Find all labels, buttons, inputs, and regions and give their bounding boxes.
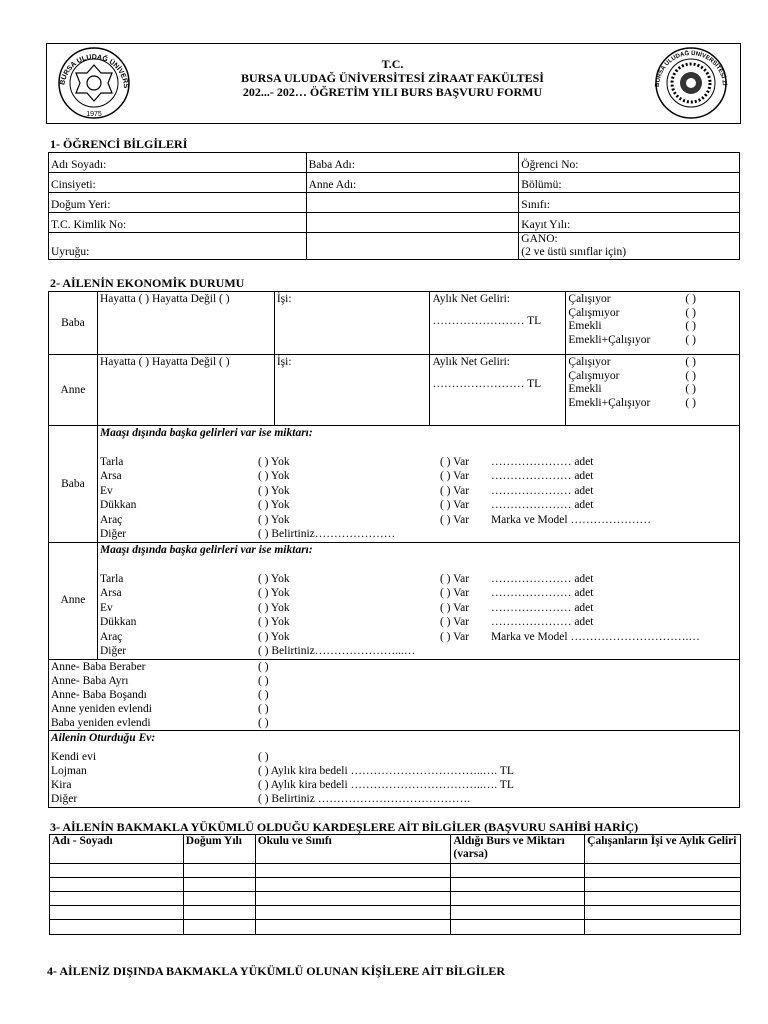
asset-yes-box[interactable]: ( ) Var [439, 499, 470, 511]
father-alive-status[interactable]: Hayatta ( ) Hayatta Değil ( ) [97, 292, 274, 355]
income-label: Aylık Net Geliri: [432, 356, 510, 368]
col-header-job-income: Çalışanların İşi ve Aylık Geliri [585, 835, 741, 864]
option-label: Çalışıyor [568, 356, 611, 368]
option-label: Emekli+Çalışıyor [568, 333, 651, 346]
residence-title: Ailenin Oturduğu Ev: [51, 731, 156, 744]
col-header-scholarship: Aldığı Burs ve Miktarı (varsa) [451, 835, 585, 864]
asset-yes-box[interactable]: ( ) Var [439, 513, 470, 526]
family-status-label: Anne yeniden evlendi [51, 702, 152, 715]
option-label: Çalışmıyor [568, 306, 620, 319]
field-tc-id[interactable]: T.C. Kimlik No: [49, 213, 307, 233]
empty-cell [306, 233, 519, 260]
mother-income[interactable] [430, 355, 566, 426]
section-1-title: 1- ÖĞRENCİ BİLGİLERİ [50, 137, 188, 151]
header-line-2: BURSA ULUDAĞ ÜNİVERSİTESİ ZİRAAT FAKÜLTESİ [241, 71, 544, 85]
field-student-no[interactable]: Öğrenci No: [519, 153, 740, 173]
option-box[interactable]: ( ) [685, 356, 696, 368]
option-label: Çalışıyor [568, 293, 611, 305]
family-status-label: Anne- Baba Boşandı [51, 688, 147, 701]
gpa-note: (2 ve üstü sınıflar için) [521, 246, 627, 258]
section-3-title: 3- AİLENİN BAKMAKLA YÜKÜMLÜ OLDUĞU KARDEŞLERE AİT BİLGİLER (BAŞVURU SAHİBİ HARİÇ) [50, 820, 639, 834]
residence-block [49, 730, 740, 807]
family-status-box[interactable]: ( ) [258, 674, 269, 687]
gpa-label: GANO: [521, 233, 558, 245]
section-4-title: 4- AİLENİZ DIŞINDA BAKMAKLA YÜKÜMLÜ OLUNAN KİŞİLERE AİT BİLGİLER [47, 964, 506, 978]
table-row[interactable] [50, 906, 741, 920]
asset-yes-box[interactable]: ( ) Var [439, 601, 470, 614]
asset-name: Tarla [99, 455, 124, 468]
empty-cell [306, 193, 519, 213]
family-status-box[interactable]: ( ) [258, 660, 269, 673]
asset-yes-box[interactable]: ( ) Var [439, 484, 470, 497]
table-row[interactable] [50, 878, 741, 892]
header-line-1: T.C. [381, 57, 404, 71]
asset-other-specify[interactable]: ( ) Belirtiniz…………………...… [257, 645, 416, 657]
student-info-table [48, 152, 740, 260]
asset-name: Tarla [99, 572, 124, 585]
asset-no-box[interactable]: ( ) Yok [257, 587, 290, 599]
asset-no-box[interactable]: ( ) Yok [257, 513, 290, 526]
vehicle-model[interactable]: Marka ve Model ………………… [490, 513, 651, 526]
other-income-mother-label: Anne [49, 543, 98, 660]
income-label: Aylık Net Geliri: [432, 293, 510, 305]
asset-count[interactable]: ………………… adet [490, 601, 594, 614]
asset-name: Dükkan [99, 499, 137, 511]
asset-other-specify[interactable]: ( ) Belirtiniz………………… [257, 528, 396, 540]
mother-work-options[interactable] [566, 355, 740, 426]
asset-no-box[interactable]: ( ) Yok [257, 470, 290, 482]
asset-name: Diğer [99, 528, 127, 540]
asset-no-box[interactable]: ( ) Yok [257, 499, 290, 511]
mother-alive-status[interactable]: Hayatta ( ) Hayatta Değil ( ) [97, 355, 274, 426]
asset-name: Diğer [99, 645, 127, 657]
left-university-logo [46, 45, 142, 121]
residence-option[interactable]: ( ) Aylık kira bedeli ……………………………..…. TL [258, 779, 514, 791]
asset-count[interactable]: ………………… adet [490, 587, 594, 599]
residence-option[interactable]: ( ) [258, 751, 269, 763]
asset-count[interactable]: ………………… adet [490, 484, 594, 497]
option-box[interactable]: ( ) [685, 293, 696, 305]
option-box[interactable]: ( ) [685, 383, 696, 395]
col-header-name: Adı - Soyadı [50, 835, 184, 864]
residence-label: Kira [51, 779, 72, 791]
col-header-birth-year: Doğum Yılı [183, 835, 255, 864]
residence-option[interactable]: ( ) Aylık kira bedeli ……………………………..…. TL [258, 765, 514, 777]
field-nationality[interactable]: Uyruğu: [49, 233, 307, 260]
field-father-name[interactable]: Baba Adı: [306, 153, 519, 173]
asset-name: Ev [99, 484, 113, 497]
option-box[interactable]: ( ) [685, 396, 696, 409]
header-line-3: 202...- 202… ÖĞRETİM YILI BURS BAŞVURU FORMU [242, 85, 543, 99]
left-logo-text: BURSA ULUDAĞ ÜNİVERS [59, 53, 130, 89]
asset-name: Araç [99, 630, 123, 643]
other-income-father-label: Baba [49, 426, 98, 543]
asset-no-box[interactable]: ( ) Yok [257, 601, 290, 614]
section-2-title: 2- AİLENİN EKONOMİK DURUMU [50, 276, 245, 290]
asset-name: Arsa [99, 470, 122, 482]
father-income[interactable] [430, 292, 566, 355]
left-logo-year: 1975 [86, 111, 102, 118]
asset-count[interactable]: ………………… adet [490, 616, 594, 628]
asset-yes-box[interactable]: ( ) Var [439, 630, 470, 643]
father-job[interactable]: İşi: [274, 292, 430, 355]
income-blank: …………………… TL [432, 314, 542, 327]
field-birthplace[interactable]: Doğum Yeri: [49, 193, 307, 213]
asset-no-box[interactable]: ( ) Yok [257, 455, 290, 468]
option-box[interactable]: ( ) [685, 306, 696, 319]
vehicle-model[interactable]: Marka ve Model ………………………….… [490, 630, 700, 643]
asset-yes-box[interactable]: ( ) Var [439, 587, 470, 599]
option-box[interactable]: ( ) [685, 333, 696, 346]
option-box[interactable]: ( ) [685, 320, 696, 332]
asset-count[interactable]: ………………… adet [490, 499, 594, 511]
table-row[interactable] [50, 892, 741, 906]
family-status-box[interactable]: ( ) [258, 688, 269, 701]
family-status-label: Baba yeniden evlendi [51, 716, 151, 729]
residence-option[interactable]: ( ) Belirtiniz …………………………………. [258, 793, 471, 805]
table-row[interactable] [50, 920, 741, 935]
parent-label-father: Baba [49, 292, 98, 355]
asset-name: Dükkan [99, 616, 137, 628]
residence-label: Lojman [51, 765, 87, 777]
asset-name: Araç [99, 513, 123, 526]
asset-count[interactable]: ………………… adet [490, 572, 594, 585]
asset-yes-box[interactable]: ( ) Var [439, 572, 470, 585]
right-logo-text: BURSA ULUDAĞ ÜNİVERSİTESİ Zİ [654, 50, 727, 88]
father-work-options[interactable] [566, 292, 740, 355]
family-status-block [49, 659, 740, 730]
residence-label: Diğer [51, 793, 78, 805]
asset-yes-box[interactable]: ( ) Var [439, 455, 470, 468]
asset-no-box[interactable]: ( ) Yok [257, 484, 290, 497]
table-row[interactable] [50, 864, 741, 878]
other-income-title: Maaşı dışında başka gelirleri var ise miktarı: [99, 427, 313, 439]
other-income-title: Maaşı dışında başka gelirleri var ise miktarı: [99, 544, 313, 556]
family-status-box[interactable]: ( ) [258, 716, 269, 729]
asset-name: Ev [99, 601, 113, 614]
asset-count[interactable]: ………………… adet [490, 455, 594, 468]
economic-status-table [48, 291, 740, 808]
siblings-table [49, 834, 741, 935]
other-income-mother [97, 543, 739, 660]
asset-yes-box[interactable]: ( ) Var [439, 470, 470, 482]
col-header-school: Okulu ve Sınıfı [255, 835, 451, 864]
asset-no-box[interactable]: ( ) Yok [257, 572, 290, 585]
right-faculty-logo [643, 45, 739, 121]
income-blank: …………………… TL [432, 377, 542, 390]
family-status-label: Anne- Baba Beraber [51, 660, 146, 673]
asset-yes-box[interactable]: ( ) Var [439, 616, 470, 628]
field-name[interactable]: Adı Soyadı: [49, 153, 307, 173]
option-label: Emekli [568, 383, 602, 395]
asset-no-box[interactable]: ( ) Yok [257, 616, 290, 628]
field-class[interactable]: Sınıfı: [519, 193, 740, 213]
field-registration-year[interactable]: Kayıt Yılı: [519, 213, 740, 233]
parent-label-mother: Anne [49, 355, 98, 426]
family-status-box[interactable]: ( ) [258, 702, 269, 715]
option-label: Çalışmıyor [568, 369, 620, 382]
option-label: Emekli [568, 320, 602, 332]
option-label: Emekli+Çalışıyor [568, 396, 651, 409]
field-gender[interactable]: Cinsiyeti: [49, 173, 307, 193]
residence-label: Kendi evi [51, 751, 97, 763]
family-status-label: Anne- Baba Ayrı [51, 674, 129, 687]
asset-name: Arsa [99, 587, 122, 599]
field-gpa[interactable] [519, 233, 740, 260]
field-mother-name[interactable]: Anne Adı: [306, 173, 519, 193]
asset-no-box[interactable]: ( ) Yok [257, 630, 290, 643]
option-box[interactable]: ( ) [685, 369, 696, 382]
field-department[interactable]: Bölümü: [519, 173, 740, 193]
asset-count[interactable]: ………………… adet [490, 470, 594, 482]
empty-cell [306, 213, 519, 233]
mother-job[interactable]: İşi: [274, 355, 430, 426]
other-income-father [97, 426, 739, 543]
